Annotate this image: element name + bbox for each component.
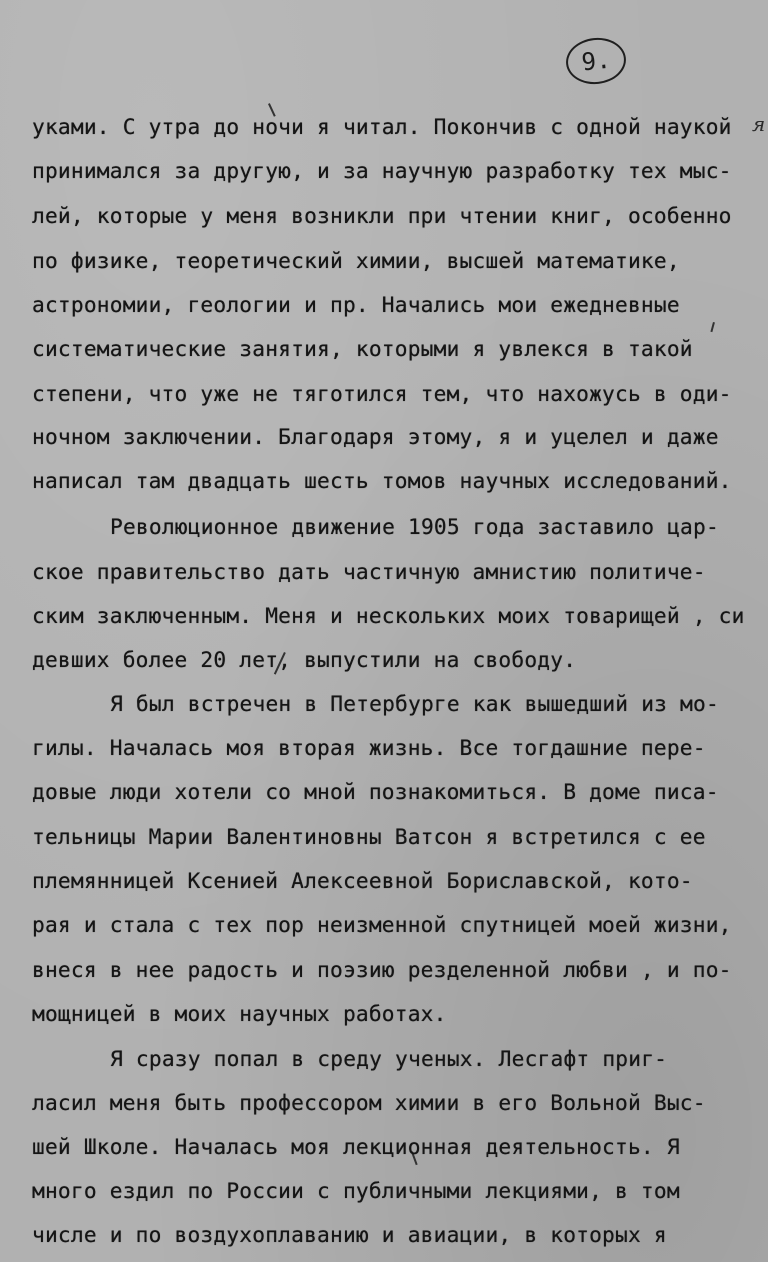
text-line: принимался за другую, и за научную разработку тех мыс- (32, 158, 732, 183)
text-line: шей Школе. Началась моя лекционная деятельность. Я (32, 1134, 680, 1159)
text-line: уками. С утра до ночи я читал. Покончив с одной наукой (32, 114, 732, 139)
margin-note: я (752, 112, 766, 136)
text-line: довые люди хотели со мной познакомиться. В доме писа- (32, 779, 719, 804)
text-line: племянницей Ксенией Алексеевной Бориславской, кото- (32, 868, 693, 893)
text-line: астрономии, геологии и пр. Начались мои ежедневные (32, 292, 680, 317)
text-line: ласил меня быть профессором химии в его Вольной Выс- (32, 1090, 706, 1115)
text-line: степени, что уже не тяготился тем, что нахожусь в оди- (32, 381, 732, 406)
text-line: Я был встречен в Петербурге как вышедший из мо- (110, 691, 719, 716)
text-line: мощницей в моих научных работах. (32, 1001, 447, 1026)
text-line: рая и стала с тех пор неизменной спутницей моей жизни, (32, 912, 732, 937)
text-line: внеся в нее радость и поэзию резделенной любви , и по- (32, 957, 732, 982)
pencil-mark (710, 322, 714, 332)
text-line: девших более 20 лет, выпустили на свободу. (32, 647, 577, 672)
text-line: ским заключенным. Меня и нескольких моих товарищей , си (32, 603, 745, 628)
text-line: по физике, теоретический химии, высшей математике, (32, 248, 680, 273)
text-line: Революционное движение 1905 года заставило цар- (110, 514, 719, 539)
text-line: систематические занятия, которыми я увлекся в такой (32, 336, 693, 361)
text-line: Я сразу попал в среду ученых. Лесгафт приг- (110, 1046, 668, 1071)
text-line: числе и по воздухоплаванию и авиации, в которых я (32, 1222, 667, 1247)
text-line: много ездил по России с публичными лекциями, в том (32, 1178, 680, 1203)
text-line: лей, которые у меня возникли при чтении книг, особенно (32, 203, 732, 228)
text-line: написал там двадцать шесть томов научных исследований. (32, 468, 732, 493)
text-line: ское правительство дать частичную амнистию политиче- (32, 559, 706, 584)
text-line: гилы. Началась моя вторая жизнь. Все тогдашние пере- (32, 735, 706, 760)
text-line: тельницы Марии Валентиновны Ватсон я встретился с ее (32, 824, 706, 849)
text-line: ночном заключении. Благодаря этому, я и уцелел и даже (32, 424, 719, 449)
page-number: 9. (564, 35, 628, 87)
